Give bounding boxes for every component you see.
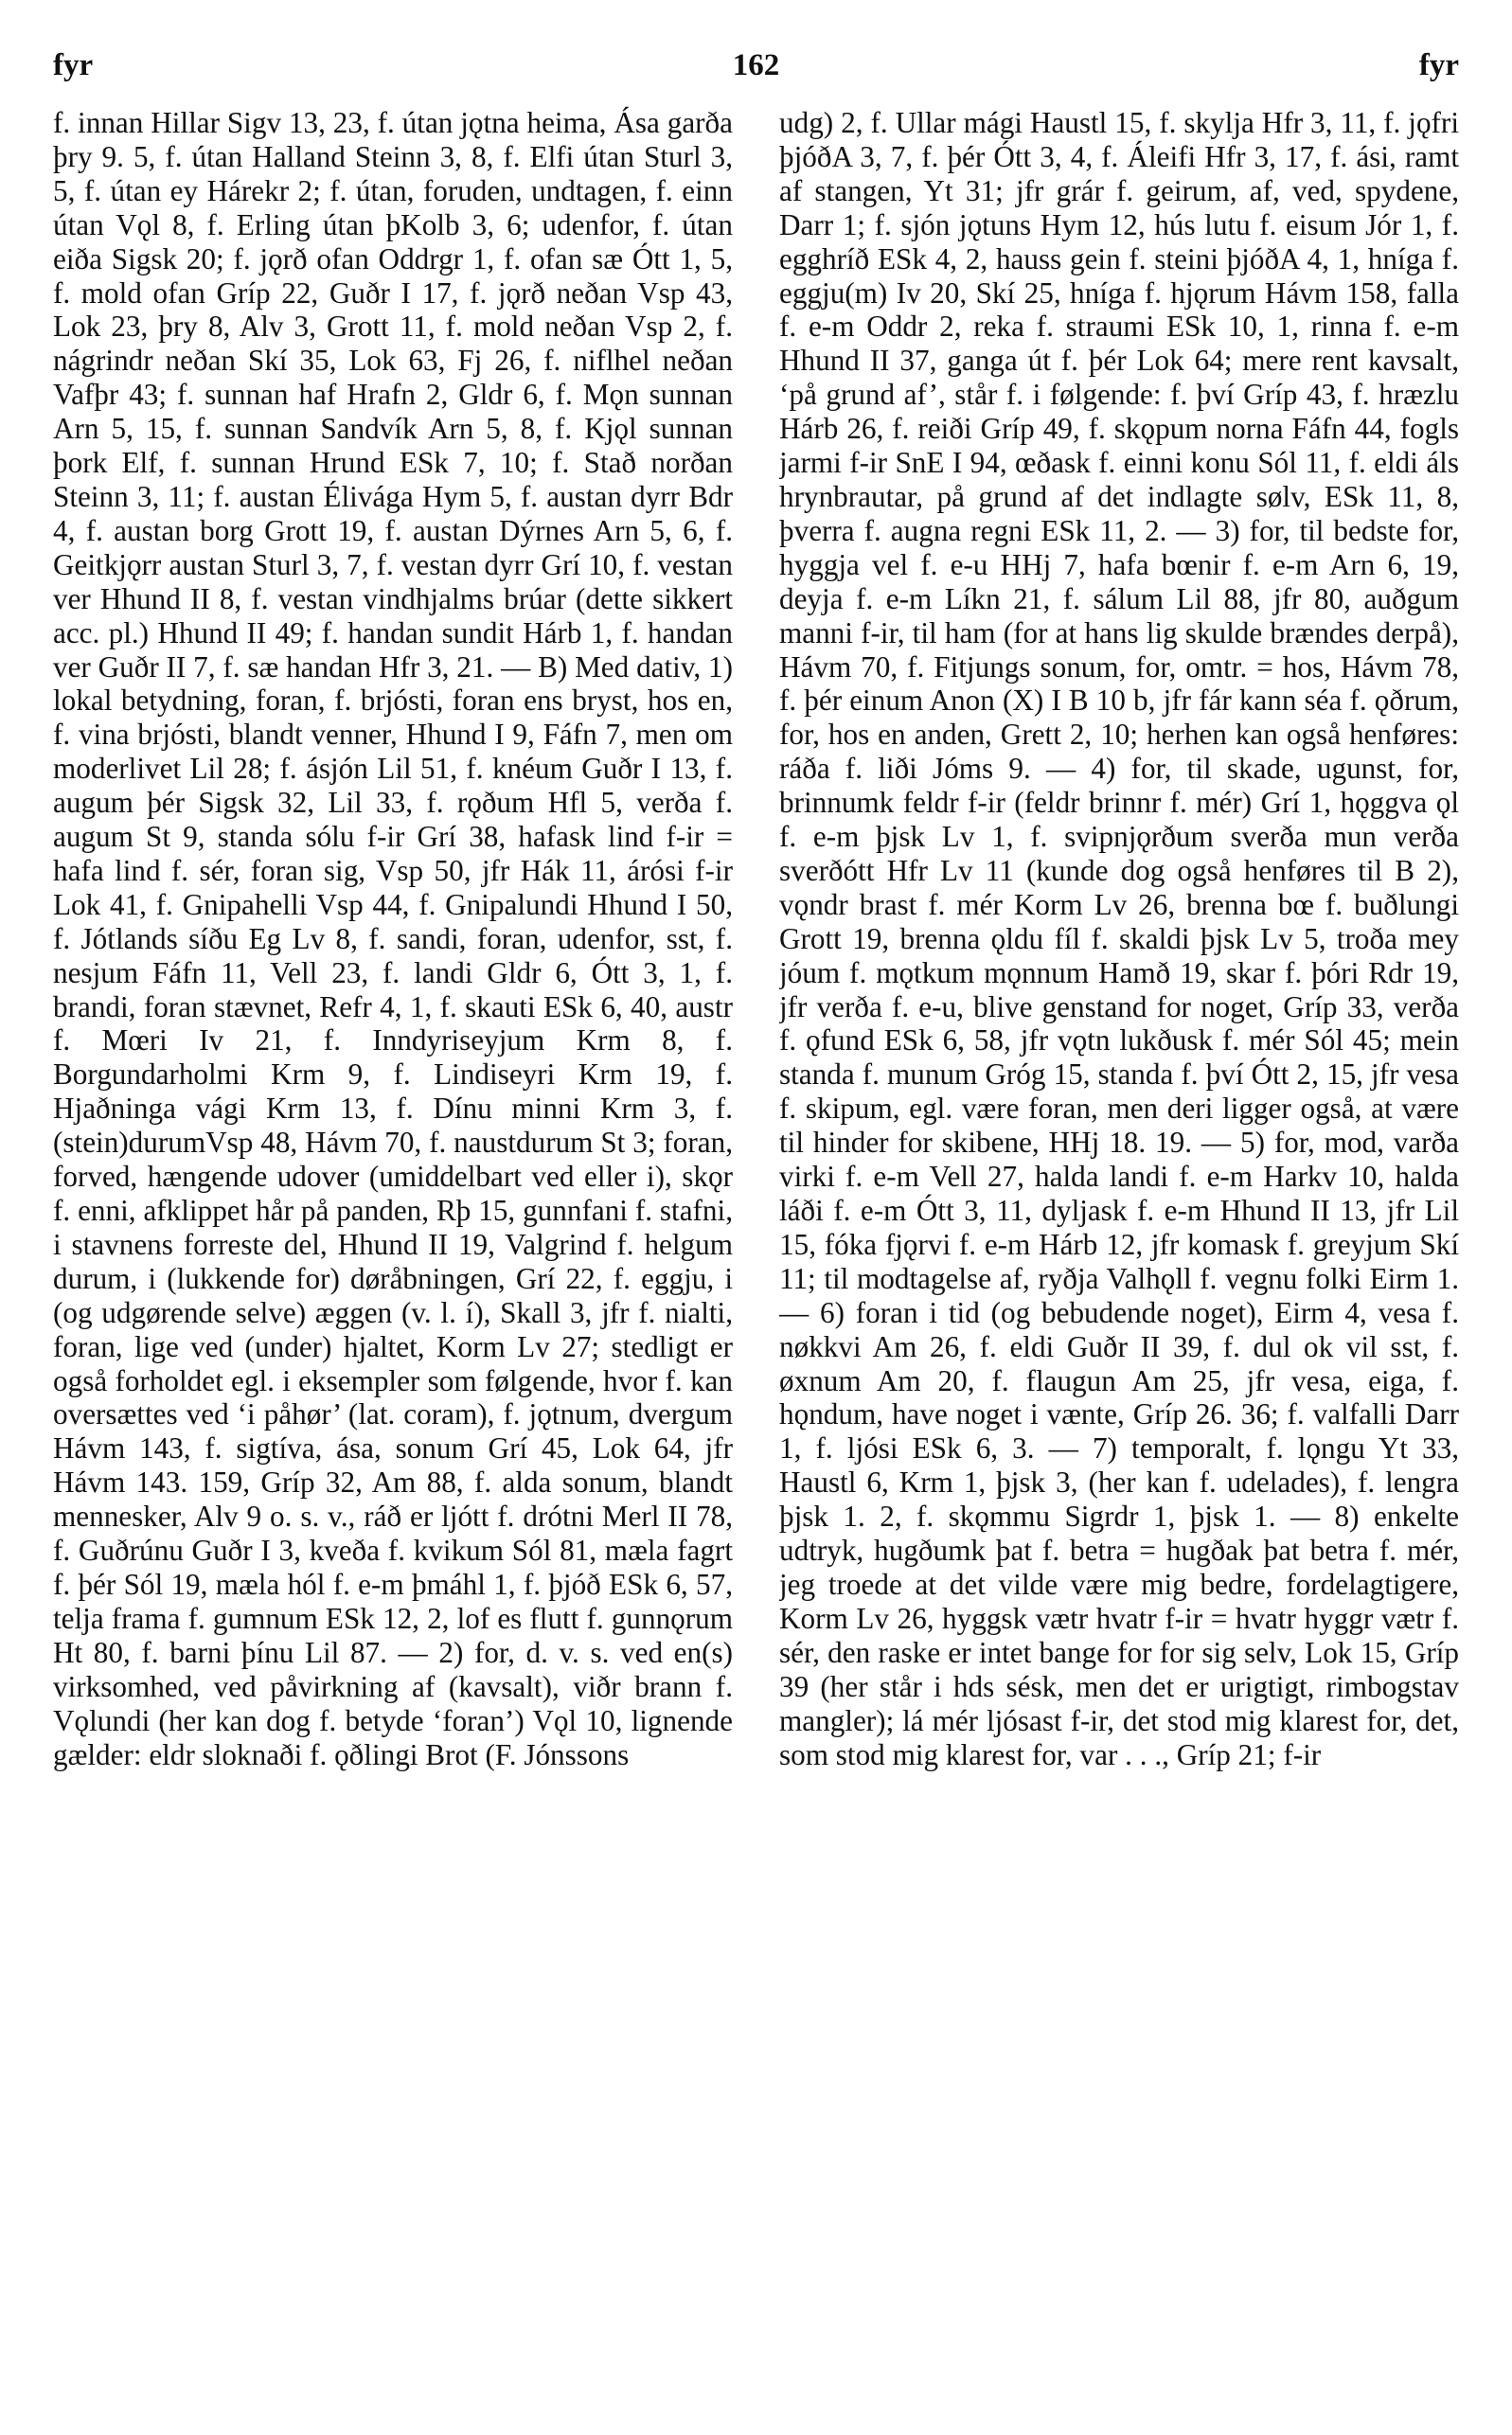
- page-number: 162: [732, 48, 780, 82]
- header-left-word: fyr: [53, 48, 94, 82]
- page-header: [53, 42, 1459, 89]
- right-column-text: udg) 2, f. Ullar mági Haustl 15, f. skylja Hfr 3, 11, f. jǫfri þjóðA 3, 7, f. þér Ótt 3, 4, f. Áleifi Hfr 3, 17, f. ási, ramt af stangen, Yt 31; jfr grár f. geirum, af, ved, spydene, Darr 1; f. sjón jǫtuns Hym 12, hús lutu f. eisum Jór 1, f. egghríð ESk 4, 2, hauss gein f. steini þjóðA 4, 1, hníga f. eggju(m) Iv 20, Skí 25, hníga f. hjǫrum Hávm 158, falla f. e-m Oddr 2, reka f. straumi ESk 10, 1, rinna f. e-m Hhund II 37, ganga út f. þér Lok 64; mere rent kavsalt, ‘på grund af’, står f. i følgende: f. því Gríp 43, f. hræzlu Hárb 26, f. reiði Gríp 49, f. skǫpum norna Fáfn 44, fogls jarmi f-ir SnE I 94, œðask f. einni konu Sól 11, f. eldi áls hrynbrautar, på grund af det indlagte sølv, ESk 11, 8, þverra f. augna regni ESk 11, 2. — 3) for, til bedste for, hyggja vel f. e-u HHj 7, hafa bœnir f. e-m Arn 6, 19, deyja f. e-m Líkn 21, f. sálum Lil 88, jfr 80, auðgum manni f-ir, til ham (for at hans lig skulde brændes derpå), Hávm 70, f. Fitjungs sonum, for, omtr. = hos, Hávm 78, f. þér einum Anon (X) I B 10 b, jfr fár kann séa f. ǫðrum, for, hos en anden, Grett 2, 10; herhen kan også henføres: ráða f. liði Jóms 9. — 4) for, til skade, ugunst, for, brinnumk feldr f-ir (feldr brinnr f. mér) Grí 1, hǫggva ǫl f. e-m þjsk Lv 1, f. svipnjǫrðum sverða mun verða sverðótt Hfr Lv 11 (kunde dog også henføres til B 2), vǫndr brast f. mér Korm Lv 26, brenna bœ f. buðlungi Grott 19, brenna ǫldu fíl f. skaldi þjsk Lv 5, troða mey jóum f. mǫtkum mǫnnum Hamð 19, skar f. þóri Rdr 19, jfr verða f. e-u, blive genstand for noget, Gríp 33, verða f. ǫfund ESk 6, 58, jfr vǫtn lukðusk f. mér Sól 45; mein standa f. munum Gróg 15, standa f. því Ótt 2, 15, jfr vesa f. skipum, egl. være foran, men deri ligger også, at være til hinder for skibene, HHj 18. 19. — 5) for, mod, varða virki f. e-m Vell 27, halda landi f. e-m Harkv 10, halda láði f. e-m Ótt 3, 11, dyljask f. e-m Hhund II 13, jfr Lil 15, fóka fjǫrvi f. e-m Hárb 12, jfr komask f. greyjum Skí 11; til modtagelse af, ryðja Valhǫll f. vegnu folki Eirm 1. — 6) foran i tid (og bebudende noget), Eirm 4, vesa f. nøkkvi Am 26, f. eldi Guðr II 39, f. dul ok vil sst, f. øxnum Am 20, f. flaugun Am 25, jfr vesa, eiga, f. hǫndum, have noget i vænte, Gríp 26. 36; f. valfalli Darr 1, f. ljósi ESk 6, 3. — 7) temporalt, f. lǫngu Yt 33, Haustl 6, Krm 1, þjsk 3, (her kan f. udelades), f. lengra þjsk 1. 2, f. skǫmmu Sigrdr 1, þjsk 1. — 8) enkelte udtryk, hugðumk þat f. betra = hugðak þat betra f. mér, jeg troede at det vilde være mig bedre, fordelagtigere, Korm Lv 26, hyggsk vætr hvatr f-ir = hvatr hyggr vætr f. sér, den raske er intet bange for for sig selv, Lok 15, Gríp 39 (her står i hds sésk, men det er urigtigt, rimbogstav mangler); lá mér ljósast f-ir, det stod mig klarest for, det, som stod mig klarest for, var . . ., Gríp 21; f-ir: [779, 106, 1459, 1771]
- header-right-word: fyr: [1418, 48, 1459, 82]
- left-column: [53, 106, 733, 2407]
- right-column: [779, 106, 1459, 2407]
- left-column-text: f. innan Hillar Sigv 13, 23, f. útan jǫtna heima, Ása garða þry 9. 5, f. útan Halland Steinn 3, 8, f. Elfi útan Sturl 3, 5, f. útan ey Hárekr 2; f. útan, foruden, undtagen, f. einn útan Vǫl 8, f. Erling útan þKolb 3, 6; udenfor, f. útan eiða Sigsk 20; f. jǫrð ofan Oddrgr 1, f. ofan sæ Ótt 1, 5, f. mold ofan Gríp 22, Guðr I 17, f. jǫrð neðan Vsp 43, Lok 23, þry 8, Alv 3, Grott 11, f. mold neðan Vsp 2, f. nágrindr neðan Skí 35, Lok 63, Fj 26, f. niflhel neðan Vafþr 43; f. sunnan haf Hrafn 2, Gldr 6, f. Mǫn sunnan Arn 5, 15, f. sunnan Sandvík Arn 5, 8, f. Kjǫl sunnan þork Elf, f. sunnan Hrund ESk 7, 10; f. Stað norðan Steinn 3, 11; f. austan Élivága Hym 5, f. austan dyrr Bdr 4, f. austan borg Grott 19, f. austan Dýrnes Arn 5, 6, f. Geitkjǫrr austan Sturl 3, 7, f. vestan dyrr Grí 10, f. vestan ver Hhund II 8, f. vestan vindhjalms brúar (dette sikkert acc. pl.) Hhund II 49; f. handan sundit Hárb 1, f. handan ver Guðr II 7, f. sæ handan Hfr 3, 21. — B) Med dativ, 1) lokal betydning, foran, f. brjósti, foran ens bryst, hos en, f. vina brjósti, blandt venner, Hhund I 9, Fáfn 7, men om moderlivet Lil 28; f. ásjón Lil 51, f. knéum Guðr I 13, f. augum þér Sigsk 32, Lil 33, f. rǫðum Hfl 5, verða f. augum St 9, standa sólu f-ir Grí 38, hafask lind f-ir = hafa lind f. sér, foran sig, Vsp 50, jfr Hák 11, árósi f-ir Lok 41, f. Gnipahelli Vsp 44, f. Gnipalundi Hhund I 50, f. Jótlands síðu Eg Lv 8, f. sandi, foran, udenfor, sst, f. nesjum Fáfn 11, Vell 23, f. landi Gldr 6, Ótt 3, 1, f. brandi, foran stævnet, Refr 4, 1, f. skauti ESk 6, 40, austr f. Mœri Iv 21, f. Inndyriseyjum Krm 8, f. Borgundarholmi Krm 9, f. Lindiseyri Krm 19, f. Hjaðninga vági Krm 13, f. Dínu minni Krm 3, f. (stein)durumVsp 48, Hávm 70, f. naustdurum St 3; foran, forved, hængende udover (umiddelbart ved eller i), skǫr f. enni, afklippet hår på panden, Rþ 15, gunnfani f. stafni, i stavnens forreste del, Hhund II 19, Valgrind f. helgum durum, i (lukkende for) døråbningen, Grí 22, f. eggju, i (og udgørende selve) æggen (v. l. í), Skall 3, jfr f. nialti, foran, lige ved (under) hjaltet, Korm Lv 27; stedligt er også forholdet egl. i eksempler som følgende, hvor f. kan oversættes ved ‘i påhør’ (lat. coram), f. jǫtnum, dvergum Hávm 143, f. sigtíva, ása, sonum Grí 45, Lok 64, jfr Hávm 143. 159, Gríp 32, Am 88, f. alda sonum, blandt mennesker, Alv 9 o. s. v., ráð er ljótt f. drótni Merl II 78, f. Guðrúnu Guðr I 3, kveða f. kvikum Sól 81, mæla fagrt f. þér Sól 19, mæla hól f. e-m þmáhl 1, f. þjóð ESk 6, 57, telja frama f. gumnum ESk 12, 2, lof es flutt f. gunnǫrum Ht 80, f. barni þínu Lil 87. — 2) for, d. v. s. ved en(s) virksomhed, ved påvirkning af (kavsalt), viðr brann f. Vǫlundi (her kan dog f. betyde ‘foran’) Vǫl 10, lignende gælder: eldr sloknaði f. ǫðlingi Brot (F. Jónssons: [53, 106, 733, 1771]
